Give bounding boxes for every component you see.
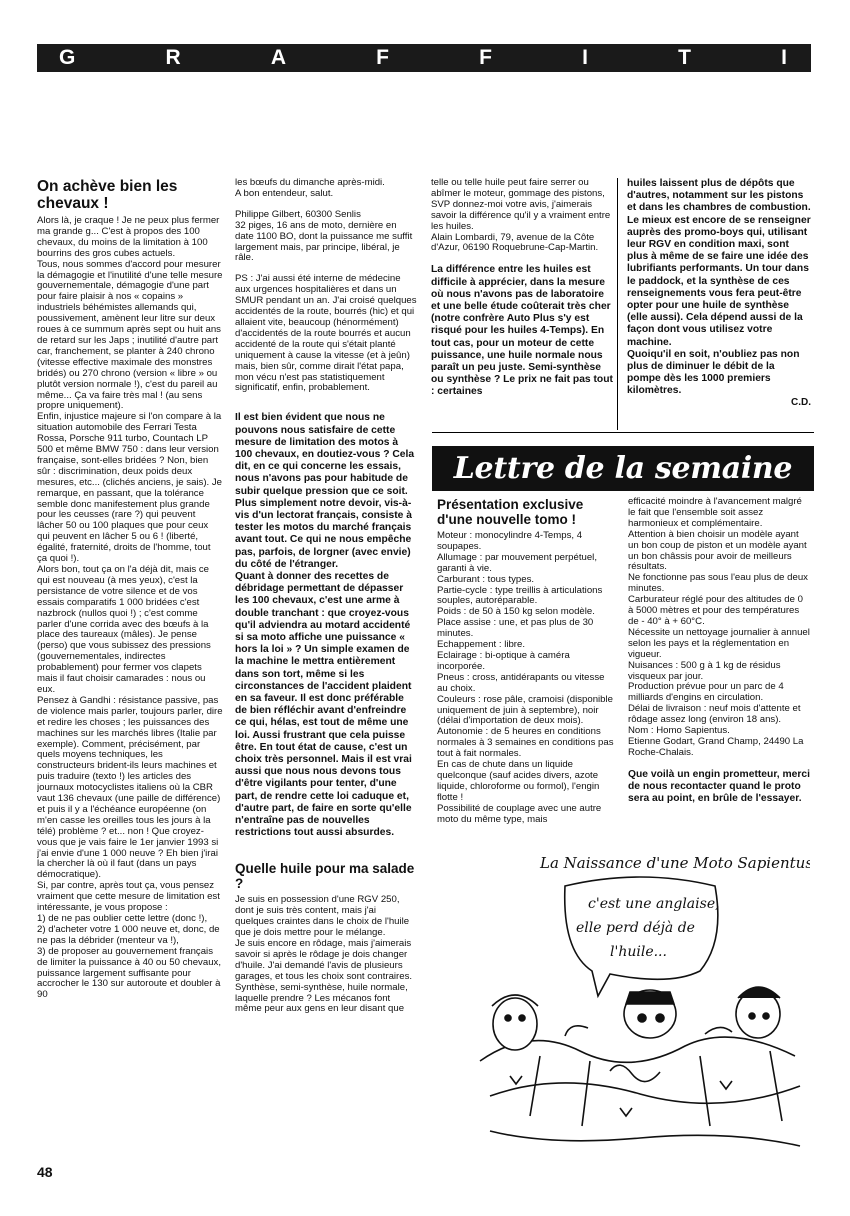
spec-item: Couleurs : rose pâle, cramoisi (disponible uniquement de juin à septembre), noir (délai d'importation de deux mois). [437,693,613,727]
editor-reply: La différence entre les huiles est difficile à apprécier, dans la mesure où nous n'avons pas de laboratoire et une belle étude coûterait très cher (notre confrère Auto Plus s'y est risqué pour les huiles 4-Temps). En tout cas, pour un moteur de cette puissance, une huile normale nous paraît un peu juste. Semi-synthèse ou synthèse ? Le prix ne fait pas tout : certaines [431,264,613,398]
paragraph: 2) d'acheter votre 1 000 neuve et, donc, de ne pas la débrider (menteur va !), [37,923,220,946]
letter-signature: Philippe Gilbert, 60300 Senlis [235,208,361,220]
header-letter: I [781,46,787,69]
column-3 [431,178,613,433]
spec-item: Nom : Homo Sapientus. [628,725,730,737]
speech-bubble [565,877,718,996]
spec-item: Eclairage : bi-optique à caméra incorporée. [437,649,570,672]
operating-scene [480,987,800,1146]
spec-item: Echappement : libre. [437,639,525,651]
paragraph: les bœufs du dimanche après-midi. [235,178,385,188]
editor-reply: Quant à donner des recettes de débridage permettant de dépasser les 100 chevaux, c'est une arme à double tranchant : que croyez-vous qu'il adviendra au motard accidenté si sa moto affiche une puissance « hors la loi » ? Un simple examen de la machine le mettra entièrement dans son tort, même si les circonstances de l'accident plaident en sa faveur. Il est donc préférable de bien réfléchir avant d'enfreindre ce qui, hélas, est tout de même une loi. Aussi frustrant que cela puisse être. En tout état de cause, c'est un choix très personnel. Mais il est vrai aussi que nous nous devons tous d'être vigilants pour tenter, d'une part, de rendre cette loi caduque et, d'autre part, de faire en sorte qu'elle n'entraîne pas de nouvelles restrictions tout aussi absurdes. [235,570,412,839]
editor-reply: Il est bien évident que nous ne pouvons nous satisfaire de cette mesure de limitation des motos à 100 chevaux, en doutiez-vous ? Cela dit, en ce qui concerne les essais, nous n'avons pas pour habitude de subir quelque pression que ce soit. Plus simplement notre devoir, vis-à-vis d'un lectorat français, consiste à tester les motos du marché français avant tout. Ce qui ne nous empêche pas, parfois, de lorgner (avec envie) du côté de l'étranger. [235,412,415,570]
header-letter: A [270,46,286,69]
cartoon-caption: La Naissance d'une Moto Sapientus [540,854,810,872]
page-number: 48 [37,1164,53,1180]
spec-item: Attention à bien choisir un modèle ayant un bon coup de piston et un modèle ayant un bon châssis pour avoir de meilleurs résultats. [628,528,807,573]
bubble-line: elle perd déjà de [576,920,695,936]
spec-item: Délai de livraison : neuf mois d'attente et rôdage assez long (environ 18 ans). [628,703,801,726]
letter-of-the-week-banner [432,446,814,491]
spec-item: Place assise : une, et pas plus de 30 minutes. [437,617,594,640]
paragraph: Alors là, je craque ! Je ne peux plus fermer ma grande g... C'est à propos des 100 chevaux, du moins de la limitation à 100 bourrins des gros cubes actuels. [37,215,220,259]
spec-item: Allumage : par mouvement perpétuel, garanti à vie. [437,551,597,574]
article-title: Quelle huile pour ma salade ? [235,861,415,892]
box-column-left [437,497,617,845]
paragraph: A bon entendeur, salut. [235,187,334,199]
spec-item: Carburateur réglé pour des altitudes de 0 à 5000 mètres et pour des températures de - 40° à + 60°C. [628,594,803,627]
column-1 [37,178,223,1168]
editor-reply: Quoiqu'il en soit, n'oubliez pas non plus de diminuer le débit de la pompe dès les 1000 premiers kilomètres. [627,348,800,397]
spec-item: Production prévue pour un parc de 4 milliards d'engins en circulation. [628,681,784,704]
header-letter: F [479,46,492,69]
bubble-line: l'huile... [610,944,667,960]
paragraph: 3) de proposer au gouvernement français de limiter la puissance à 40 ou 50 chevaux, puissance largement suffisante pour accrocher le 130 sur autoroute et doubler à 90 [37,945,221,1001]
spec-item: Nuisances : 500 g à 1 kg de résidus visqueux par jour. [628,659,781,682]
section-header-graffiti [37,44,811,72]
header-letter: T [678,46,691,69]
box-divider [432,432,814,433]
spec-item: En cas de chute dans un liquide quelconque (sauf acides divers, azote liquide, chloroforme ou formol), l'engin flotte ! [437,759,600,803]
bubble-line: c'est une anglaise, [588,896,720,912]
editor-reply: huiles laissent plus de dépôts que d'autres, notamment sur les pistons et dans les chambres de combustion. Le mieux est encore de se renseigner auprès des promo-boys qui, utilisant leur RGV en condition maxi, sont plus à même de se faire une idée des lubrifiants performants. Un tour dans le paddock, et la synthèse de ces renseignements vous fera peut-être opter pour une huile de synthèse (elle aussi). Cela dépend aussi de la façon dont vous utilisez votre machine. [627,178,811,348]
spec-item: Pneus : cross, antidérapants ou vitesse au choix. [437,671,605,694]
spec-item: Moteur : monocylindre 4-Temps, 4 soupapes. [437,530,583,552]
header-letter: I [582,46,588,69]
paragraph: Tous, nous sommes d'accord pour mesurer la démagogie et l'inutilité d'une telle mesure gouvernementale, démagogie d'une part pour faire plaisir à nos « copains » industriels béhémistes allemands qui, poussivement, amènent leur litre sur deux roues à ce summum après sept ou huit ans de retard sur les Japs ; inutilité d'autre part car, franchement, se planter à 240 chrono (vitesse effective maximale des monstres bridés) ou 270 chrono (version « libre » ou plutôt version normale !), c'est du pareil au même... Ça va faire très mal ! (au sens propre uniquement). [37,258,223,412]
cartoon-drawing [470,846,810,1156]
spec-item: Ne fonctionne pas sous l'eau plus de deux minutes. [628,572,808,595]
paragraph: Alors bon, tout ça on l'a déjà dit, mais ce qui est nouveau (à mes yeux), c'est la persistance de votre silence et de vos essais comparatifs 1 000 bridées c'est nazbrock (nullos quoi !) ; c'est comme parler d'une corrida avec des bœufs à la place des taureaux (mâles). Je pense (perso) que vous subissez des pressions (gouvernementales, indirectes probablement) pour fermer vos clapets mais il faut choisir camarades : nous ou eux. [37,564,211,695]
paragraph: 1) de ne pas oublier cette lettre (donc !), [37,913,208,924]
article-title: On achève bien les chevaux ! [37,178,178,212]
header-letter: G [59,46,76,69]
spec-item: Carburant : tous types. [437,573,535,585]
spec-item: Poids : de 50 à 150 kg selon modèle. [437,606,595,618]
spec-item: Nécessite un nettoyage journalier à annuel selon les pays et la réglementation en vigueur. [628,626,810,660]
spec-item: Possibilité de couplage avec une autre moto du même type, mais [437,802,602,825]
spec-item: Partie-cycle : type treillis à articulations souples, autoréparable. [437,584,603,607]
paragraph: Si, par contre, après tout ça, vous pensez vraiment que cette mesure de limitation est intéressante, je vous propose : [37,880,220,914]
paragraph: Je suis en possession d'une RGV 250, dont je suis très content, mais j'ai quelques craintes dans le choix de l'huile que je dois mettre pour le mélange. [235,894,410,939]
box-column-right [628,497,810,845]
letter-signature: Alain Lombardi, 79, avenue de la Côte d'Azur, 06190 Roquebrune-Cap-Martin. [431,231,599,254]
column-4 [627,178,811,428]
header-letter: R [165,46,181,69]
banner-title: Lettre de la semaine [453,451,793,486]
editor-initials: C.D. [791,396,811,408]
editor-reply: Que voilà un engin prometteur, merci de nous recontacter quand le proto sera au point, en brûle de l'essayer. [628,768,810,805]
box-title: Présentation exclusive d'une nouvelle tomo ! [437,497,584,527]
letter-signature: Etienne Godart, Grand Champ, 24490 La Roche-Chalais. [628,735,804,758]
column-divider [617,178,618,430]
cartoon-illustration [470,846,810,1156]
signature-detail: 32 piges, 16 ans de moto, dernière en date 1100 BO, dont la puissance me suffit largement mais, par principe, libéral, je râle. [235,219,413,264]
postscript: PS : J'ai aussi été interne de médecine aux urgences hospitalières et dans un SMUR pendant un an. J'ai croisé quelques accidentés de la route, bourrés (hic) et qui allaient vite, beaucoup (hénormément) d'accidentés de la route bourrés et aucun accidenté de la route qui s'était planté uniquement à cause la vitesse (et à jeûn) mais, bien sûr, comme dirait l'état papa, mon vécu n'est pas statistiquement significatif, enfin, probablement. [235,273,417,394]
paragraph: Je suis encore en rôdage, mais j'aimerais savoir si après le rôdage je dois changer d'huile. J'ai demandé l'avis de plusieurs garages, et tous les choix sont contraires. Synthèse, semi-synthèse, huile normale, laquelle prendre ? Les mécanos font même peur aux gens en leur disant que [235,938,413,1015]
paragraph: telle ou telle huile peut faire serrer ou abîmer le moteur, gommage des pistons, SVP donnez-moi votre avis, j'aimerais savoir la différence qu'il y a vraiment entre les huiles. [431,178,611,232]
spec-item: efficacité moindre à l'avancement malgré le fait que l'ensemble soit assez harmonieux et complémentaire. [628,497,802,529]
spec-item: Autonomie : de 5 heures en conditions normales à 3 semaines en conditions pas tout à fait normales. [437,726,614,760]
paragraph: Pensez à Gandhi : résistance passive, pas de violence mais parler, toujours parler, dire et redire les choses ; les puissances des machines sur les marchés libres (Italie par exemple). Comment, précisément, par quels moyens techniques, les constructeurs brident-ils leurs machines et puis traduire (texto !) les articles des journaux motocyclistes italiens où la CBR vaut 136 chevaux (une paille de différence) et puis il y a l'échéance européenne (on m'en casse les oreilles tous les jours à la télé) problème ? et... non ! Que croyez-vous que je vais faire le 1er janvier 1993 si j'ai envie d'une 1 000 neuve ? Eh bien j'irai la chercher là où il faut (dans un pays démocratique). [37,694,223,881]
header-letter: F [376,46,389,69]
paragraph: Enfin, injustice majeure si l'on compare à la situation automobile des Ferrari Testa Rossa, Porsche 911 turbo, Countach LP 500 et même BMW 750 : dans leur version française, sont-elles bridées ? Non, bien sûr : discrimination, deux poids deux mesures, etc... (clichés anciens, je sais). Je remarque, en passant, que la tolérance semble donc manifestement plus grande pour les ceusses (rare ?) qui peuvent lâcher 50 ou 100 plaques que pour ceux qui peuvent en lâcher 5 ou 6 ! (liberté, égalité, fraternité, droits de l'homme, tout ça quoi !). [37,411,223,565]
column-2 [235,178,417,1163]
